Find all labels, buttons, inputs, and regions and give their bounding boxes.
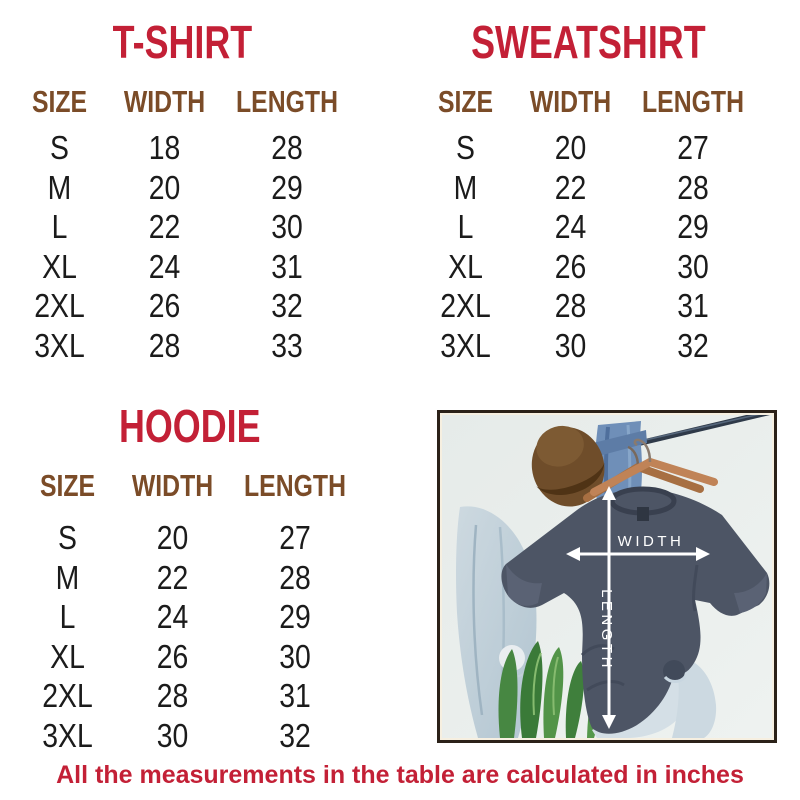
table-cell: M xyxy=(453,168,478,206)
table-cell: 24 xyxy=(148,247,181,285)
table-cell: L xyxy=(59,598,76,635)
table-row xyxy=(12,207,352,247)
table-cell: 26 xyxy=(554,247,587,285)
tshirt-column-headers xyxy=(12,86,352,118)
hoodie-column-headers xyxy=(20,470,360,502)
table-cell: 32 xyxy=(271,287,303,324)
table-cell: 32 xyxy=(677,326,709,364)
table-cell: 30 xyxy=(271,208,303,245)
neck-tag xyxy=(637,507,649,521)
column-header-length: LENGTH xyxy=(642,84,744,119)
table-cell: L xyxy=(51,208,68,245)
table-cell: 30 xyxy=(279,637,311,675)
table-cell: XL xyxy=(50,637,85,675)
table-cell: 29 xyxy=(677,208,709,245)
hoodie-title: HOODIE xyxy=(119,400,261,452)
table-cell: 2XL xyxy=(440,287,491,324)
table-cell: 27 xyxy=(677,129,709,166)
table-cell: 20 xyxy=(156,519,189,556)
units-footnote: All the measurements in the table are calculated in inches xyxy=(56,761,744,789)
table-cell: 31 xyxy=(677,287,709,324)
table-cell: XL xyxy=(42,247,77,285)
table-row xyxy=(12,128,352,168)
sweatshirt-rows xyxy=(418,128,758,365)
table-row xyxy=(20,637,360,677)
table-row xyxy=(20,558,360,598)
table-cell: 22 xyxy=(554,168,587,206)
table-cell: 24 xyxy=(156,598,189,635)
table-cell: 2XL xyxy=(42,677,93,714)
column-header-size: SIZE xyxy=(39,468,96,503)
column-header-size: SIZE xyxy=(437,84,494,119)
table-cell: 22 xyxy=(156,558,189,596)
table-cell: 24 xyxy=(554,208,587,245)
table-row xyxy=(418,128,758,168)
table-cell: 30 xyxy=(554,326,587,364)
table-cell: 22 xyxy=(148,208,181,245)
table-cell: 33 xyxy=(271,326,303,364)
table-row xyxy=(12,326,352,366)
sweatshirt-column-headers xyxy=(418,86,758,118)
table-row xyxy=(12,247,352,287)
table-cell: 26 xyxy=(148,287,181,324)
tshirt-title: T-SHIRT xyxy=(112,16,252,68)
column-header-length: LENGTH xyxy=(244,468,346,503)
table-cell: 3XL xyxy=(34,326,85,364)
table-row xyxy=(12,286,352,326)
table-cell: M xyxy=(47,168,72,206)
table-cell: 3XL xyxy=(42,716,93,754)
column-header-width: WIDTH xyxy=(123,84,206,119)
table-cell: XL xyxy=(448,247,483,285)
table-row xyxy=(20,518,360,558)
table-cell: M xyxy=(55,558,80,596)
table-cell: 18 xyxy=(148,129,181,166)
table-cell: 29 xyxy=(271,168,303,206)
table-row xyxy=(418,247,758,287)
table-cell: 32 xyxy=(279,716,311,754)
tshirt-measurement-illustration xyxy=(442,415,772,738)
table-cell: S xyxy=(456,129,475,166)
hoodie-rows xyxy=(20,518,360,755)
table-cell: 26 xyxy=(156,637,189,675)
column-header-length: LENGTH xyxy=(236,84,338,119)
table-cell: 27 xyxy=(279,519,311,556)
table-cell: 20 xyxy=(148,168,181,206)
table-cell: 2XL xyxy=(34,287,85,324)
sweatshirt-size-table xyxy=(418,18,758,365)
table-cell: 31 xyxy=(279,677,311,714)
tshirt-size-table xyxy=(12,18,352,365)
table-row xyxy=(418,168,758,208)
sweatshirt-title: SWEATSHIRT xyxy=(470,16,706,68)
table-cell: 30 xyxy=(677,247,709,285)
table-row xyxy=(418,326,758,366)
table-cell: 3XL xyxy=(440,326,491,364)
table-cell: S xyxy=(50,129,69,166)
table-row xyxy=(12,168,352,208)
table-cell: 28 xyxy=(271,129,303,166)
table-cell: 28 xyxy=(554,287,587,324)
table-cell: S xyxy=(58,519,77,556)
table-cell: 28 xyxy=(279,558,311,596)
column-header-width: WIDTH xyxy=(529,84,612,119)
table-row xyxy=(418,286,758,326)
table-cell: 31 xyxy=(271,247,303,285)
table-row xyxy=(20,597,360,637)
hoodie-size-table xyxy=(20,402,360,755)
table-cell: 28 xyxy=(148,326,181,364)
table-cell: 30 xyxy=(156,716,189,754)
table-cell: 28 xyxy=(677,168,709,206)
column-header-size: SIZE xyxy=(31,84,88,119)
column-header-width: WIDTH xyxy=(131,468,214,503)
table-cell: 28 xyxy=(156,677,189,714)
table-cell: L xyxy=(457,208,474,245)
table-row xyxy=(20,716,360,756)
tshirt-rows xyxy=(12,128,352,365)
table-row xyxy=(418,207,758,247)
length-label: LENGTH xyxy=(598,589,615,671)
table-cell: 20 xyxy=(554,129,587,166)
table-row xyxy=(20,676,360,716)
table-cell: 29 xyxy=(279,598,311,635)
measurement-photo xyxy=(437,410,777,743)
width-label: WIDTH xyxy=(617,533,685,550)
